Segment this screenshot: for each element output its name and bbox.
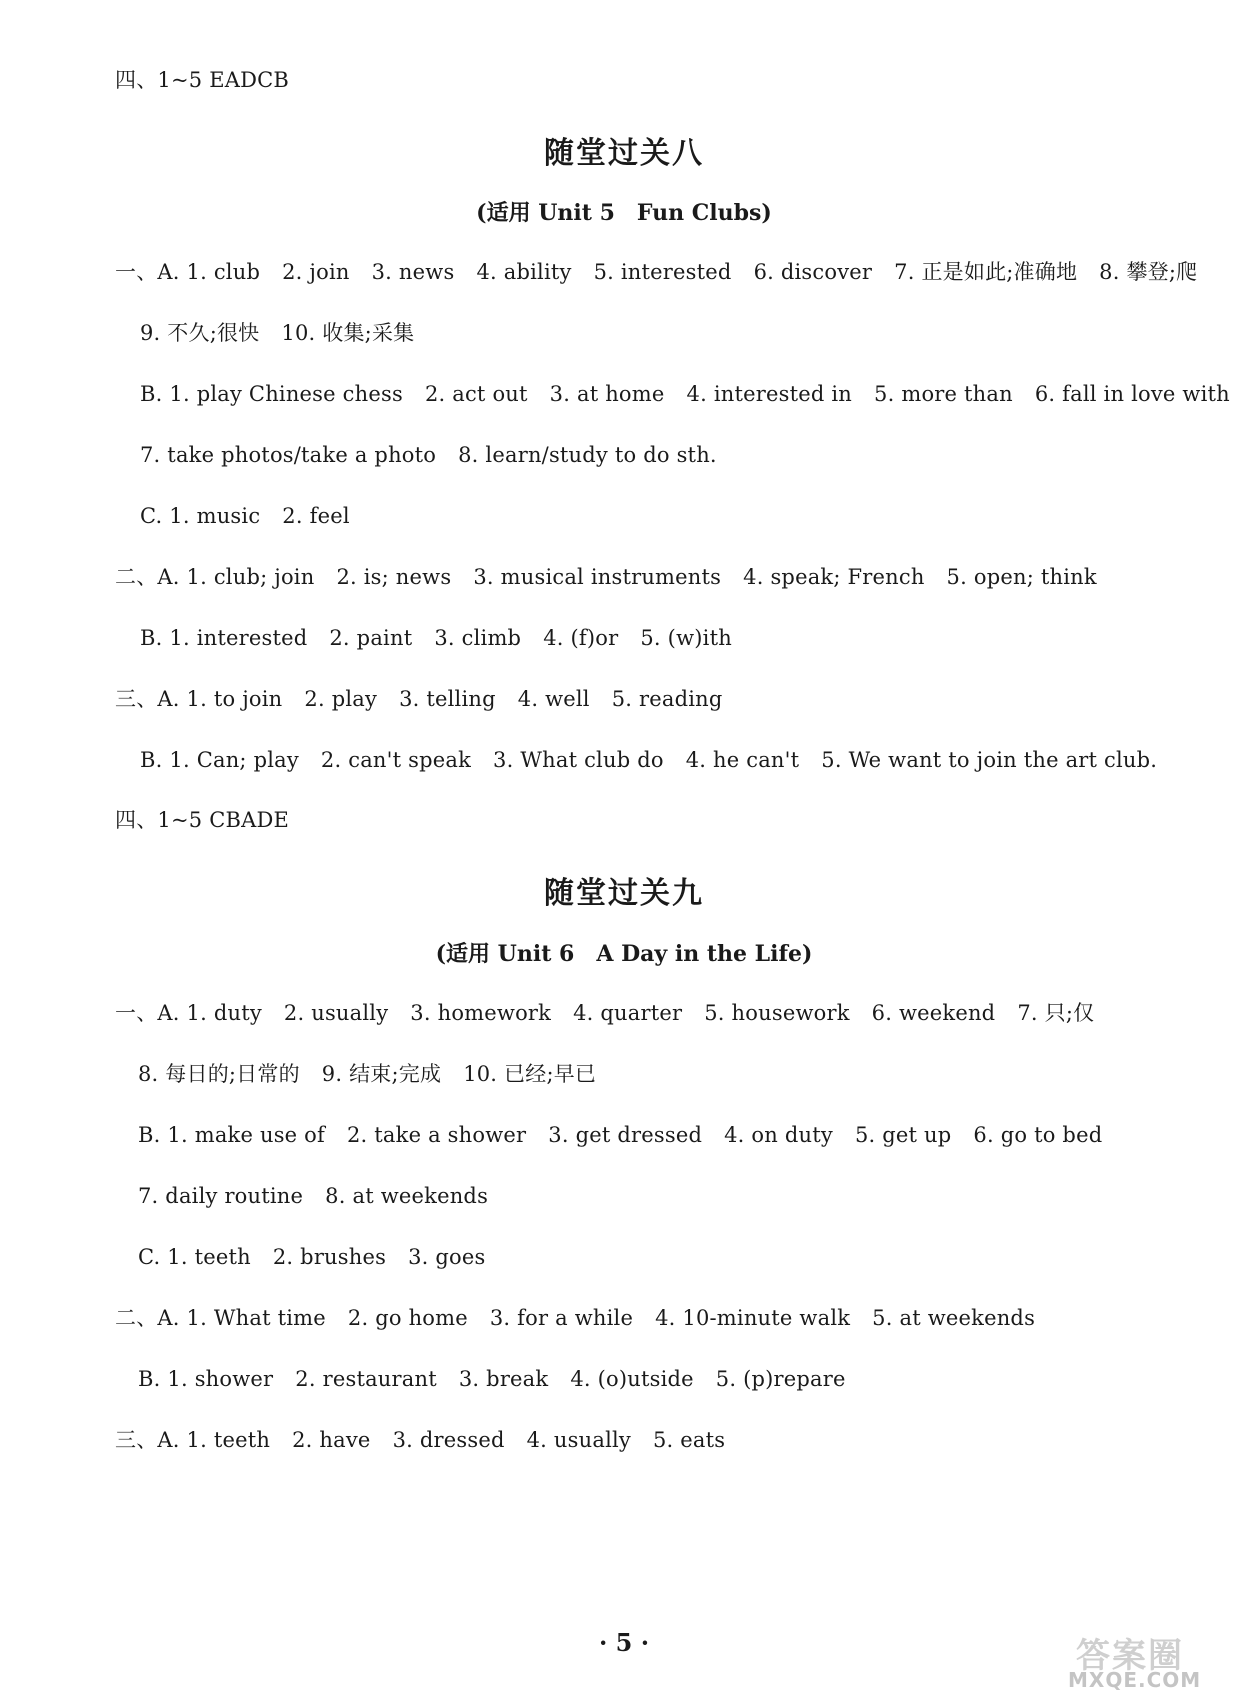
answer-item: 4. (f)or [543,626,619,650]
answer-item: 2. act out [424,382,528,406]
answer-item: 5. get up [854,1123,952,1147]
answer-line-top: 四、1~5 EADCB [115,68,290,92]
answer-line [140,380,1248,408]
answer-line-label: B. [140,748,170,772]
answer-item: 4. quarter [573,1001,683,1025]
answer-item: 7. daily routine [138,1184,304,1208]
answer-item: 8. learn/study to do sth. [458,443,717,467]
answer-item: 4. interested in [686,382,853,406]
answer-item: 5. (w)ith [640,626,732,650]
answer-line [140,624,754,652]
answer-item: 7. take photos/take a photo [140,443,437,467]
section-title-9: 随堂过关九 [544,876,704,911]
answer-item: 6. fall in love with [1034,382,1230,406]
answer-item: 2. paint [329,626,413,650]
answer-item: 3. for a while [489,1306,634,1330]
answer-item: 5. more than [874,382,1013,406]
answer-line [115,1304,1057,1332]
answer-line-label: 二、A. [115,1306,187,1330]
section-subtitle-8: (适用 Unit 5 Fun Clubs) [476,200,772,226]
answer-item: 9. 结束;完成 [321,1062,442,1086]
answer-item: 5. housework [704,1001,850,1025]
answer-line-label: 一、A. [115,1001,187,1025]
answer-item: 5. reading [611,687,723,711]
answer-item: 4. he can't [685,748,800,772]
answer-line [140,319,436,347]
answer-line [138,1243,508,1271]
answer-item: 4. 10-minute walk [655,1306,851,1330]
answer-item: 4. on duty [724,1123,833,1147]
watermark-logo [1068,1628,1238,1692]
answer-line [115,563,1119,591]
answer-item: 2. go home [347,1306,468,1330]
answer-item: 4. speak; French [743,565,925,589]
answer-item: 1. duty [186,1001,262,1025]
watermark-url: MXQE.COM [1068,1668,1202,1692]
answer-item: 1. What time [186,1306,326,1330]
answer-item: 3. musical instruments [473,565,722,589]
answer-item: 2. usually [283,1001,389,1025]
answer-item: 8. at weekends [325,1184,489,1208]
answer-item: 3. climb [434,626,522,650]
answer-item: 3. break [458,1367,549,1391]
answer-line [140,441,739,469]
answer-line-label: B. [140,382,170,406]
answer-line-label: 三、A. [115,1428,187,1452]
answer-line-label: B. [138,1123,168,1147]
answer-line [138,1060,618,1088]
answer-item: 6. go to bed [973,1123,1103,1147]
answer-item: 1. music [169,504,261,528]
answer-item: 4. ability [476,260,572,284]
answer-item: 3. telling [399,687,496,711]
answer-item: 2. have [292,1428,371,1452]
answer-item: 2. join [282,260,350,284]
answer-item: 7. 正是如此;准确地 [894,260,1078,284]
answer-item: 10. 已经;早已 [463,1062,597,1086]
answer-item: 3. at home [549,382,665,406]
answer-item: 2. is; news [336,565,452,589]
answer-item: 1. teeth [167,1245,251,1269]
page-number: · 5 · [598,1628,650,1657]
answer-item: 1. play Chinese chess [169,382,403,406]
answer-item: 4. usually [526,1428,631,1452]
answer-line-label: 二、A. [115,565,187,589]
answer-line [115,806,311,834]
answer-item: 1. shower [167,1367,274,1391]
answer-item: 1. Can; play [169,748,299,772]
answer-item: 1~5 CBADE [157,808,290,832]
answer-item: 3. What club do [493,748,664,772]
answer-item: 4. well [517,687,590,711]
answer-line [140,502,372,530]
answer-item: 5. at weekends [872,1306,1036,1330]
section-title-8: 随堂过关八 [544,136,704,171]
answer-item: 3. get dressed [548,1123,703,1147]
answer-item: 2. take a shower [346,1123,527,1147]
answer-line [115,999,1116,1027]
answer-line [138,1365,868,1393]
answer-line-label: B. [138,1367,168,1391]
answer-item: 6. discover [753,260,873,284]
answer-line [138,1121,1124,1149]
answer-item: 3. homework [410,1001,552,1025]
answer-item: 10. 收集;采集 [281,321,415,345]
answer-item: 6. weekend [871,1001,996,1025]
answer-item: 2. feel [282,504,350,528]
answer-item: 3. news [371,260,455,284]
answer-line [140,746,1179,774]
answer-item: 8. 每日的;日常的 [138,1062,300,1086]
answer-item: 1. club [186,260,261,284]
answer-item: 2. can't speak [320,748,472,772]
answer-item: 7. 只;仅 [1017,1001,1095,1025]
answer-item: 1. teeth [186,1428,271,1452]
answer-line [115,685,745,713]
answer-item: 1. make use of [167,1123,325,1147]
answer-item: 3. goes [408,1245,486,1269]
answer-line-label: 四、 [115,808,158,832]
answer-item: 2. play [304,687,378,711]
answer-item: 1. interested [169,626,308,650]
section-subtitle-9: (适用 Unit 6 A Day in the Life) [435,941,813,967]
answer-item: 5. eats [652,1428,726,1452]
answer-item: 1. to join [186,687,283,711]
answer-line-label: 三、A. [115,687,187,711]
answer-item: 2. restaurant [295,1367,437,1391]
answer-line-label: 一、A. [115,260,187,284]
answer-line [115,258,1219,286]
answer-item: 5. open; think [946,565,1097,589]
answer-item: 2. brushes [272,1245,387,1269]
watermark-text: 答案圈 [1076,1636,1184,1676]
answer-item: 9. 不久;很快 [140,321,260,345]
answer-item: 5. (p)repare [715,1367,846,1391]
answer-item: 1. club; join [186,565,315,589]
answer-line [115,1426,747,1454]
answer-item: 5. interested [593,260,732,284]
answer-item: 4. (o)utside [570,1367,694,1391]
answer-line-label: B. [140,626,170,650]
answer-line-label: C. [138,1245,168,1269]
answer-item: 8. 攀登;爬 [1099,260,1198,284]
answer-line-label: C. [140,504,170,528]
answer-line [138,1182,510,1210]
answer-item: 3. dressed [392,1428,505,1452]
answer-item: 5. We want to join the art club. [821,748,1158,772]
